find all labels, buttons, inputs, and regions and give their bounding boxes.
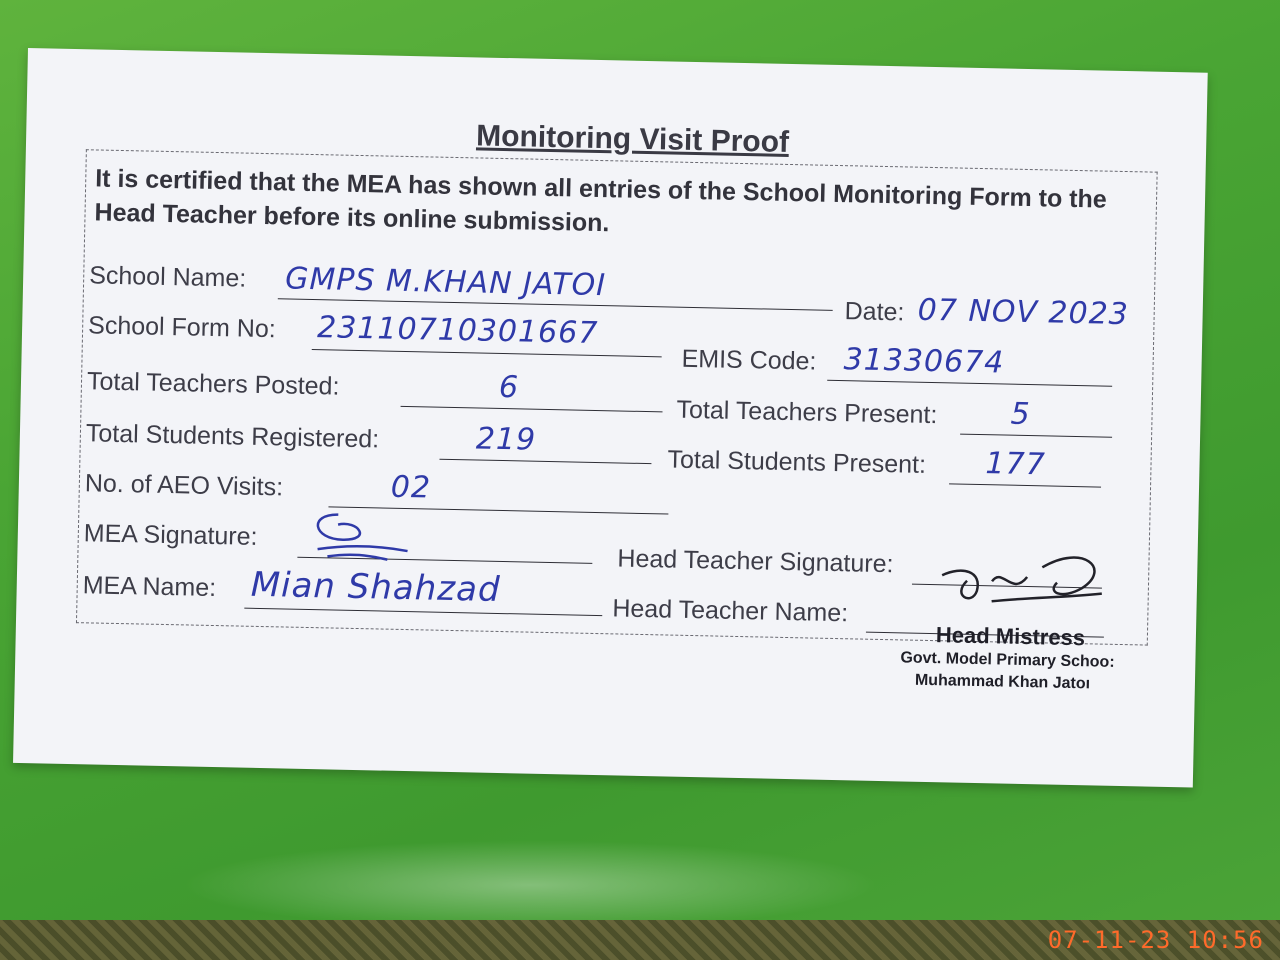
emis-code-label: EMIS Code: (681, 344, 817, 376)
head-teacher-signature-mark (931, 535, 1123, 619)
date-value: 07 NOV 2023 (917, 292, 1130, 333)
head-teacher-signature-label: Head Teacher Signature: (617, 544, 894, 579)
students-present-value: 177 (985, 446, 1047, 483)
aeo-visits-value: 02 (390, 469, 432, 506)
mea-name-label: MEA Name: (82, 571, 217, 603)
teachers-present-label: Total Teachers Present: (676, 395, 938, 430)
plastic-sheen (180, 840, 880, 930)
mea-signature-label: MEA Signature: (83, 519, 258, 551)
teachers-posted-label: Total Teachers Posted: (86, 367, 340, 401)
teachers-posted-value: 6 (498, 369, 520, 406)
stamp-line-1: Head Mistress (935, 622, 1086, 651)
stamp-line-2: Govt. Model Primary Schoo: (900, 649, 1115, 671)
camera-timestamp: 07-11-23 10:56 (1047, 926, 1264, 954)
students-registered-value: 219 (475, 421, 537, 458)
form-paper (13, 48, 1208, 788)
mea-signature-mark (297, 494, 428, 567)
school-name-value: GMPS M.KHAN JATOI (284, 261, 607, 304)
stamp-line-3: Muhammad Khan Jatoı (914, 671, 1091, 693)
students-present-label: Total Students Present: (667, 445, 927, 479)
school-name-label: School Name: (88, 261, 247, 293)
teachers-present-value: 5 (1010, 396, 1032, 433)
emis-code-value: 31330674 (843, 342, 1005, 381)
aeo-visits-label: No. of AEO Visits: (84, 469, 284, 502)
school-form-no-label: School Form No: (87, 311, 277, 344)
certification-text: It is certified that the MEA has shown all entries of the School Monitoring Form to the Head Teacher before its online submission. (94, 164, 1107, 238)
students-registered-label: Total Students Registered: (85, 419, 380, 454)
mea-name-value: Mian Shahzad (250, 564, 501, 611)
school-form-no-value: 23110710301667 (316, 310, 599, 352)
date-label: Date: (844, 297, 905, 327)
head-teacher-name-label: Head Teacher Name: (612, 594, 849, 628)
form-title: Monitoring Visit Proof (475, 119, 790, 159)
